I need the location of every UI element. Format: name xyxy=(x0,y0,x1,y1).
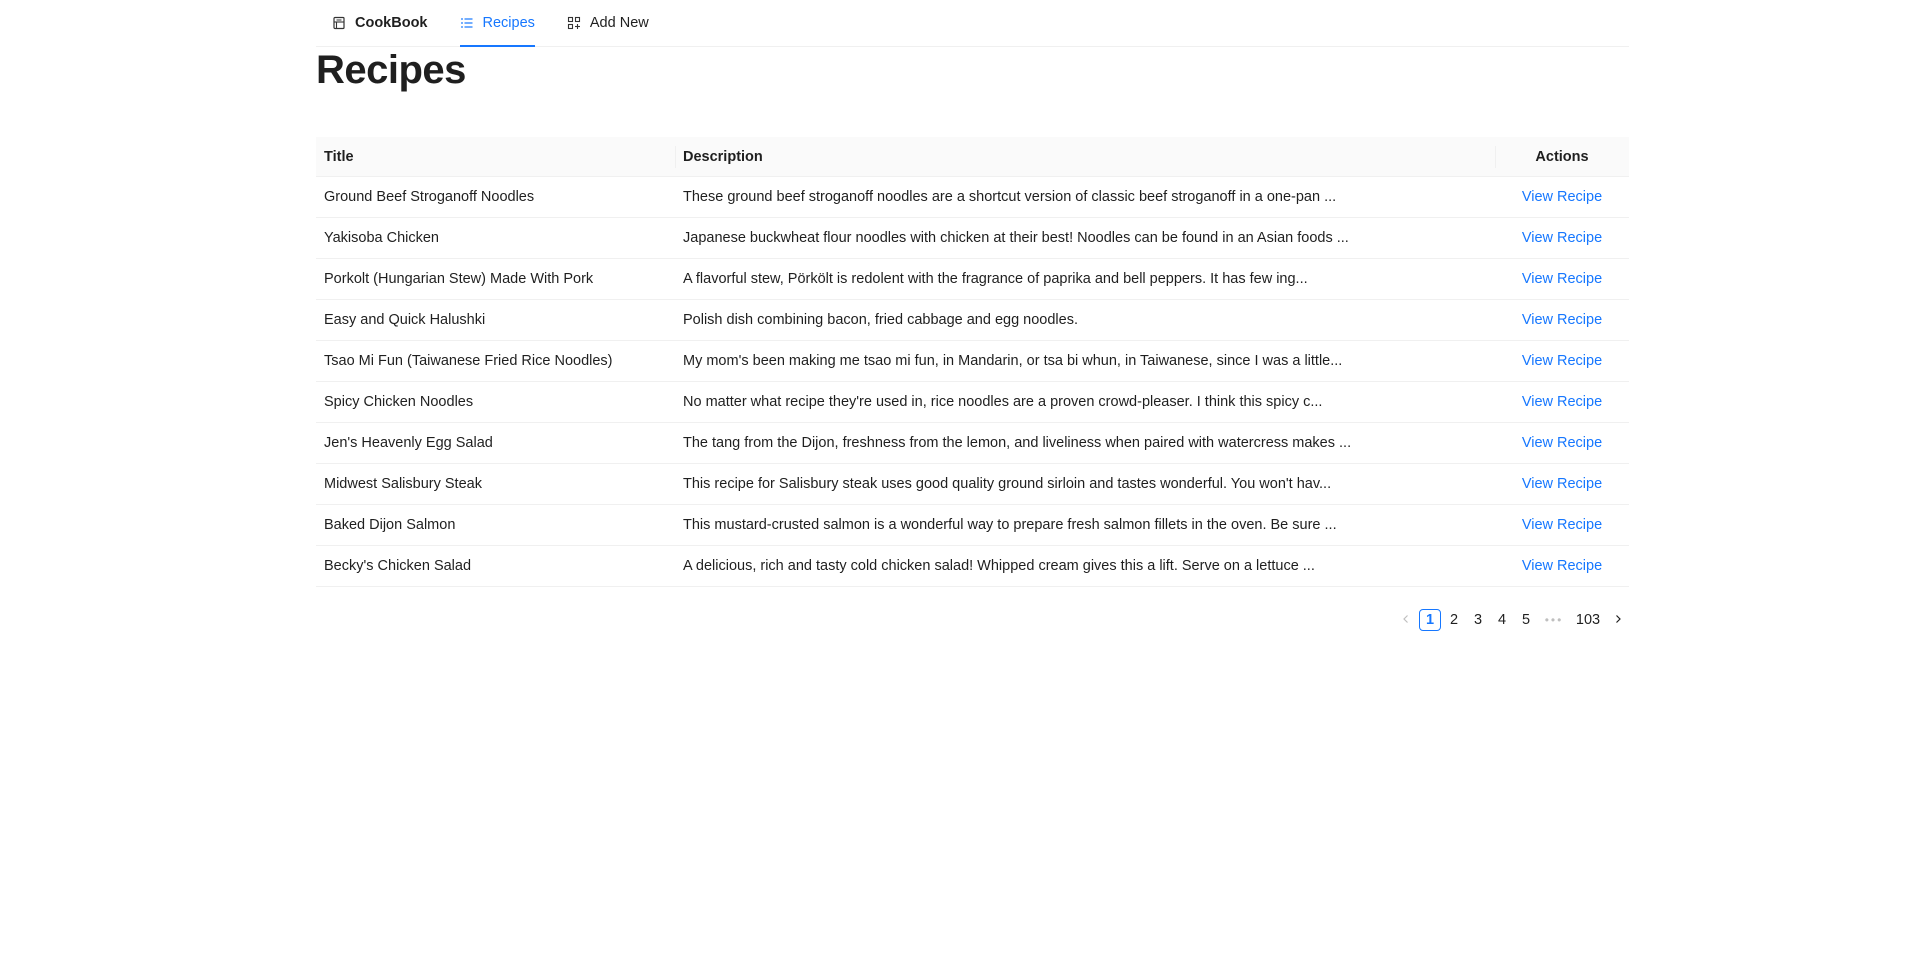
recipe-title-cell: Easy and Quick Halushki xyxy=(316,300,675,341)
recipe-description-cell: This mustard-crusted salmon is a wonderful way to prepare fresh salmon fillets in the oven. Be sure ... xyxy=(675,505,1495,546)
table-row xyxy=(316,382,1629,423)
pagination-pages xyxy=(1419,609,1605,631)
recipe-actions-cell xyxy=(1495,382,1629,423)
recipe-title-cell: Spicy Chicken Noodles xyxy=(316,382,675,423)
nav-item-recipes[interactable] xyxy=(444,0,551,46)
view-recipe-link[interactable]: View Recipe xyxy=(1521,230,1603,246)
recipe-actions-cell xyxy=(1495,423,1629,464)
recipe-description-cell: My mom's been making me tsao mi fun, in Mandarin, or tsa bi whun, in Taiwanese, since I was a little... xyxy=(675,341,1495,382)
pagination-page-5[interactable]: 5 xyxy=(1521,612,1531,628)
page-title: Recipes xyxy=(316,48,466,92)
view-recipe-link[interactable]: View Recipe xyxy=(1521,271,1603,287)
recipe-description-cell: This recipe for Salisbury steak uses good quality ground sirloin and tastes wonderful. You won't hav... xyxy=(675,464,1495,505)
list-icon xyxy=(460,16,474,30)
pagination-page-3[interactable]: 3 xyxy=(1473,612,1483,628)
chevron-right-icon xyxy=(1613,612,1623,628)
table-row xyxy=(316,300,1629,341)
recipe-description-cell: No matter what recipe they're used in, rice noodles are a proven crowd-pleaser. I think this spicy c... xyxy=(675,382,1495,423)
recipe-actions-cell xyxy=(1495,259,1629,300)
table-row xyxy=(316,218,1629,259)
recipe-actions-cell xyxy=(1495,341,1629,382)
nav-item-label: Add New xyxy=(589,15,649,31)
book-icon xyxy=(332,16,346,30)
recipe-actions-cell xyxy=(1495,505,1629,546)
column-header-description-label: Description xyxy=(683,148,763,165)
column-header-title: Title xyxy=(316,137,675,177)
view-recipe-link[interactable]: View Recipe xyxy=(1521,476,1603,492)
recipe-actions-cell xyxy=(1495,300,1629,341)
pagination xyxy=(1395,609,1629,631)
recipe-description-cell: Japanese buckwheat flour noodles with chicken at their best! Noodles can be found in an Asian foods ... xyxy=(675,218,1495,259)
nav-item-add-new[interactable] xyxy=(551,0,665,46)
table-row xyxy=(316,464,1629,505)
recipe-description-cell: Polish dish combining bacon, fried cabbage and egg noodles. xyxy=(675,300,1495,341)
recipe-title-cell: Baked Dijon Salmon xyxy=(316,505,675,546)
table-row xyxy=(316,423,1629,464)
recipe-title-cell: Porkolt (Hungarian Stew) Made With Pork xyxy=(316,259,675,300)
table-body xyxy=(316,177,1629,587)
table-header-row xyxy=(316,137,1629,177)
recipe-actions-cell xyxy=(1495,177,1629,218)
nav-item-cookbook[interactable] xyxy=(316,0,444,46)
pagination-page-last[interactable]: 103 xyxy=(1575,612,1601,628)
pagination-prev-button[interactable] xyxy=(1395,609,1417,631)
table-row xyxy=(316,341,1629,382)
column-header-description xyxy=(675,137,1495,177)
recipe-actions-cell xyxy=(1495,218,1629,259)
pagination-next-button[interactable] xyxy=(1607,609,1629,631)
pagination-page-4[interactable]: 4 xyxy=(1497,612,1507,628)
recipe-title-cell: Tsao Mi Fun (Taiwanese Fried Rice Noodles) xyxy=(316,341,675,382)
table-row xyxy=(316,505,1629,546)
nav-item-label: Recipes xyxy=(482,15,535,31)
nav-item-label: CookBook xyxy=(355,15,428,31)
table-row xyxy=(316,546,1629,587)
recipe-description-cell: A flavorful stew, Pörkölt is redolent with the fragrance of paprika and bell peppers. It has few ing... xyxy=(675,259,1495,300)
table-row xyxy=(316,259,1629,300)
recipes-table xyxy=(316,137,1629,587)
recipe-description-cell: These ground beef stroganoff noodles are a shortcut version of classic beef stroganoff in a one-pan ... xyxy=(675,177,1495,218)
table-row xyxy=(316,177,1629,218)
recipe-title-cell: Midwest Salisbury Steak xyxy=(316,464,675,505)
page-container xyxy=(316,0,1629,628)
recipe-title-cell: Yakisoba Chicken xyxy=(316,218,675,259)
recipe-title-cell: Jen's Heavenly Egg Salad xyxy=(316,423,675,464)
column-header-actions-label: Actions xyxy=(1535,148,1589,165)
recipe-description-cell: The tang from the Dijon, freshness from the lemon, and liveliness when paired with watercress makes ... xyxy=(675,423,1495,464)
recipe-actions-cell xyxy=(1495,546,1629,587)
view-recipe-link[interactable]: View Recipe xyxy=(1521,189,1603,205)
add-grid-icon xyxy=(567,16,581,30)
recipe-actions-cell xyxy=(1495,464,1629,505)
column-header-actions xyxy=(1495,137,1629,177)
recipe-description-cell: A delicious, rich and tasty cold chicken salad! Whipped cream gives this a lift. Serve on a lettuce ... xyxy=(675,546,1495,587)
recipe-title-cell: Becky's Chicken Salad xyxy=(316,546,675,587)
pagination-page-2[interactable]: 2 xyxy=(1449,612,1459,628)
view-recipe-link[interactable]: View Recipe xyxy=(1521,558,1603,574)
view-recipe-link[interactable]: View Recipe xyxy=(1521,435,1603,451)
pagination-ellipsis[interactable]: ••• xyxy=(1544,613,1564,627)
chevron-left-icon xyxy=(1401,612,1411,628)
view-recipe-link[interactable]: View Recipe xyxy=(1521,517,1603,533)
recipe-title-cell: Ground Beef Stroganoff Noodles xyxy=(316,177,675,218)
view-recipe-link[interactable]: View Recipe xyxy=(1521,394,1603,410)
view-recipe-link[interactable]: View Recipe xyxy=(1521,312,1603,328)
top-nav xyxy=(316,0,1629,47)
pagination-page-1[interactable]: 1 xyxy=(1419,609,1441,631)
view-recipe-link[interactable]: View Recipe xyxy=(1521,353,1603,369)
